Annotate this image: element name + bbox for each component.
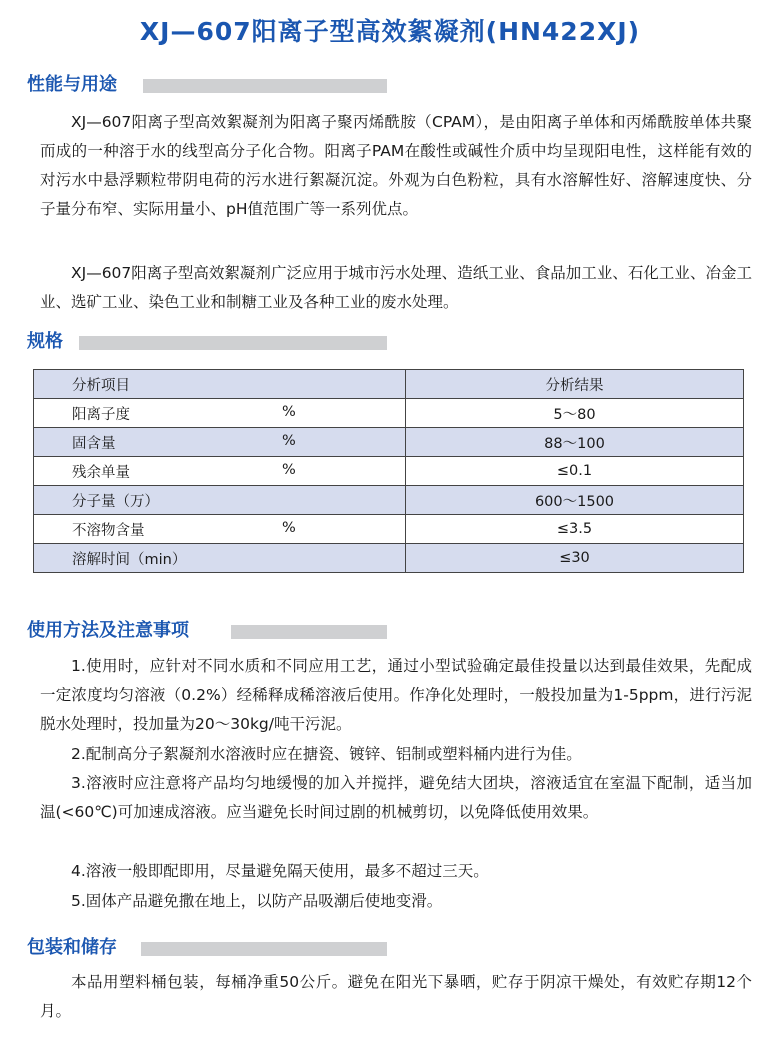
table-row: [34, 428, 744, 457]
heading-bar: [231, 625, 387, 639]
row-item: [34, 457, 406, 486]
header-item: 分析项目: [34, 370, 406, 399]
table-row: [34, 399, 744, 428]
section-heading-label: 规格: [27, 331, 63, 352]
usage-note-1: 1.使用时，应针对不同水质和不同应用工艺，通过小型试验确定最佳投量以达到最佳效果，先配成一定浓度均匀溶液（0.2%）经稀释成稀溶液后使用。作净化处理时，一般投加量为1-5ppm，进行污泥脱水处理时，投加量为20～30kg/吨干污泥。: [40, 657, 752, 733]
row-unit: %: [282, 520, 296, 536]
spec-table: [33, 369, 744, 573]
row-result: 5～80: [406, 399, 744, 428]
table-header-row: [34, 370, 744, 399]
row-item-label: 阳离子度: [72, 406, 130, 423]
section-heading-label: 性能与用途: [27, 74, 117, 95]
table-row: [34, 515, 744, 544]
header-result: 分析结果: [406, 370, 744, 399]
row-item-label: 残余单量: [72, 464, 130, 481]
heading-bar: [141, 942, 387, 956]
row-item: [34, 428, 406, 457]
section-heading-spec: [27, 330, 63, 354]
row-unit: %: [282, 433, 296, 449]
section-heading-label: 使用方法及注意事项: [27, 620, 189, 641]
row-item-label: 不溶物含量: [72, 522, 145, 539]
usage-note-3: 3.溶液时应注意将产品均匀地缓慢的加入并搅拌，避免结大团块，溶液适宜在室温下配制，适当加温(<60℃)可加速成溶液。应当避免长时间过剧的机械剪切，以免降低使用效果。: [40, 774, 752, 821]
section-heading-packaging: [27, 936, 117, 960]
section-heading-usage: [27, 619, 189, 643]
row-item-label: 分子量（万）: [72, 493, 159, 510]
section-heading-performance: [27, 73, 117, 97]
performance-paragraph-2: XJ—607阳离子型高效絮凝剂广泛应用于城市污水处理、造纸工业、食品加工业、石化工业、冶金工业、选矿工业、染色工业和制糖工业及各种工业的废水处理。: [40, 264, 752, 311]
row-result: ≤30: [406, 544, 744, 573]
row-result: ≤0.1: [406, 457, 744, 486]
usage-note-4: 4.溶液一般即配即用，尽量避免隔天使用，最多不超过三天。: [71, 862, 489, 880]
heading-bar: [79, 336, 387, 350]
row-result: 600～1500: [406, 486, 744, 515]
row-item: [34, 486, 406, 515]
section-heading-label: 包装和储存: [27, 937, 117, 958]
row-item: [34, 515, 406, 544]
row-unit: %: [282, 404, 296, 420]
table-row: [34, 457, 744, 486]
packaging-paragraph: 本品用塑料桶包装，每桶净重50公斤。避免在阳光下暴晒，贮存于阴凉干燥处，有效贮存期12个月。: [40, 973, 752, 1020]
table-row: [34, 544, 744, 573]
heading-bar: [143, 79, 387, 93]
performance-paragraph-1: XJ—607阳离子型高效絮凝剂为阳离子聚丙烯酰胺（CPAM），是由阳离子单体和丙烯酰胺单体共聚而成的一种溶于水的线型高分子化合物。阳离子PAM在酸性或碱性介质中均呈现阳电性，这样能有效的对污水中悬浮颗粒带阴电荷的污水进行絮凝沉淀。外观为白色粉粒，具有水溶解性好、溶解速度快、分子量分布窄、实际用量小、pH值范围广等一系列优点。: [40, 113, 752, 218]
row-item-label: 溶解时间（min）: [72, 551, 187, 568]
table-row: [34, 486, 744, 515]
row-result: ≤3.5: [406, 515, 744, 544]
usage-note-2: 2.配制高分子絮凝剂水溶液时应在搪瓷、镀锌、铝制或塑料桶内进行为佳。: [71, 745, 582, 763]
usage-note-5: 5.固体产品避免撒在地上，以防产品吸潮后使地变滑。: [71, 892, 443, 910]
row-item-label: 固含量: [72, 435, 116, 452]
row-result: 88～100: [406, 428, 744, 457]
row-item: [34, 544, 406, 573]
page-title: XJ—607阳离子型高效絮凝剂(HN422XJ): [139, 17, 641, 46]
row-unit: %: [282, 462, 296, 478]
row-item: [34, 399, 406, 428]
